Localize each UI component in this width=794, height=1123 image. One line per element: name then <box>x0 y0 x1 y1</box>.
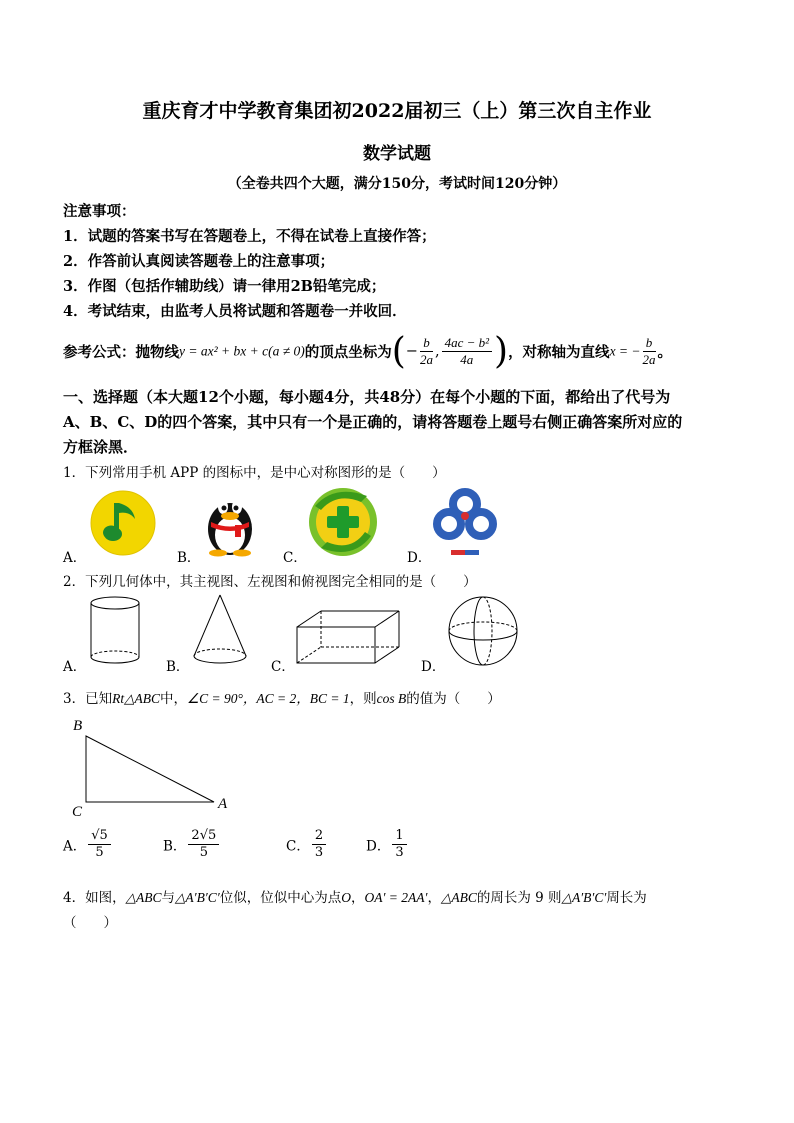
q4-triangle-prime-2: △A′B′C′ <box>561 890 607 905</box>
q3-option-c <box>286 828 328 861</box>
q3-text <box>63 687 501 707</box>
q4-text-c: 与 <box>161 890 175 906</box>
note-item-4: 4．考试结束，由监考人员将试题和答题卷一并收回． <box>63 303 407 320</box>
axis-fraction: $\frac{b}{2a}$ <box>642 335 656 367</box>
q3-text-a: 3．已知 <box>63 691 113 707</box>
q3-text-g: 的值为（ ） <box>406 691 501 707</box>
exam-title: 重庆育才中学教育集团初2022届初三（上）第三次自主作业 <box>142 100 652 122</box>
minus-sign: − <box>405 343 418 360</box>
q4-text <box>63 886 647 906</box>
q3-option-c-value: $\frac{2}{3}$ <box>312 828 326 861</box>
q4-text-i: ， <box>427 890 441 906</box>
section1-line1: 一、选择题（本大题12个小题，每小题4分，共48分）在每个小题的下面，都给出了代号为 <box>63 388 671 406</box>
left-paren: ( <box>391 331 406 372</box>
vertex-x-fraction: $\frac{b}{2a}$ <box>419 335 433 367</box>
axis-text: ，对称轴为直线 <box>508 344 610 361</box>
q3-option-c-label: C． <box>286 838 310 855</box>
q2-option-c: C． <box>271 659 295 675</box>
q3-option-b-label: B． <box>163 838 187 855</box>
q3-text-c: 中， <box>159 691 187 707</box>
q2-option-b: B． <box>166 659 190 675</box>
q2-option-a: A． <box>63 659 87 675</box>
vertex-c-label: C <box>72 804 83 820</box>
q3-option-b-value: $\frac{2√5}{5}$ <box>188 828 219 861</box>
q4-answer-blank: （ ） <box>63 915 117 931</box>
note-item-2: 2．作答前认真阅读答题卷上的注意事项； <box>63 253 335 270</box>
formula-prefix: 参考公式：抛物线 <box>63 344 179 361</box>
q1-text: 1．下列常用手机 APP 的图标中，是中心对称图形的是（ ） <box>63 465 446 481</box>
vertex-text: 的顶点坐标为 <box>304 344 392 361</box>
vertex-b-label: B <box>73 718 83 734</box>
q4-center-o: O <box>341 890 351 905</box>
cloud-app-icon <box>431 486 499 560</box>
q3-option-d-value: $\frac{1}{3}$ <box>392 828 406 861</box>
q3-triangle: Rt△ABC <box>112 691 160 706</box>
q4-triangle-abc-2: △ABC <box>441 890 477 905</box>
cylinder-figure <box>87 594 143 668</box>
section1-line2: A、B、C、D的四个答案，其中只有一个是正确的，请将答题卷上题号右侧正确答案所对应的 <box>63 413 683 431</box>
notes-heading: 注意事项： <box>63 203 136 220</box>
reference-formula <box>63 331 672 372</box>
q1-option-b: B． <box>177 550 201 566</box>
vertex-y-fraction: $\frac{\text{4ac − b²}}{4a}$ <box>442 335 492 368</box>
q3-option-d-label: D． <box>366 838 391 855</box>
comma: , <box>434 343 440 360</box>
q2-text: 2．下列几何体中，其主视图、左视图和俯视图完全相同的是（ ） <box>63 574 477 590</box>
q1-option-a: A． <box>63 550 87 566</box>
q4-ratio: OA′ = 2AA′ <box>364 890 428 905</box>
right-paren: ) <box>494 331 509 372</box>
exam-subtitle: 数学试题 <box>363 144 431 164</box>
q3-conditions: ∠C = 90°，AC = 2，BC = 1 <box>186 691 350 706</box>
q4-text-k: 的周长为 9 则 <box>476 890 562 906</box>
note-item-3: 3．作图（包括作辅助线）请一律用2B铅笔完成； <box>63 278 386 295</box>
q3-text-e: ，则 <box>349 691 377 707</box>
music-app-icon <box>89 489 157 557</box>
penguin-app-icon <box>201 489 259 557</box>
q3-cosb: cos B <box>376 691 407 706</box>
q3-option-d <box>366 828 409 861</box>
vertex-a-label: A <box>218 796 228 812</box>
cuboid-figure <box>295 609 401 667</box>
q4-triangle-prime: △A′B′C′ <box>174 890 220 905</box>
plus-app-icon <box>305 484 383 558</box>
section1-line3: 方框涂黑． <box>63 438 139 456</box>
formula-end: 。 <box>657 344 673 361</box>
right-triangle-figure <box>66 714 236 820</box>
q4-text-g: ， <box>350 890 365 906</box>
q4-text-m: 周长为 <box>606 890 647 906</box>
q2-option-d: D． <box>421 659 446 675</box>
q3-option-a <box>63 828 113 861</box>
q4-text-e: 位似，位似中心为点 <box>219 890 342 906</box>
exam-info: （全卷共四个大题，满分150分，考试时间120分钟） <box>227 176 567 192</box>
q3-option-b <box>163 828 221 861</box>
q4-text-a: 4．如图， <box>63 890 126 906</box>
q3-option-a-value: $\frac{√5}{5}$ <box>88 828 111 861</box>
sphere-figure <box>445 594 521 668</box>
axis-equation: x = − <box>609 343 641 359</box>
q4-triangle-abc: △ABC <box>125 890 162 905</box>
note-item-1: 1．试题的答案书写在答题卷上，不得在试卷上直接作答； <box>63 228 436 245</box>
q1-option-c: C． <box>283 550 307 566</box>
cone-figure <box>190 592 250 668</box>
parabola-equation: y = ax² + bx + c(a ≠ 0) <box>179 343 305 359</box>
q1-option-d: D． <box>407 550 432 566</box>
q3-option-a-label: A． <box>63 838 87 855</box>
